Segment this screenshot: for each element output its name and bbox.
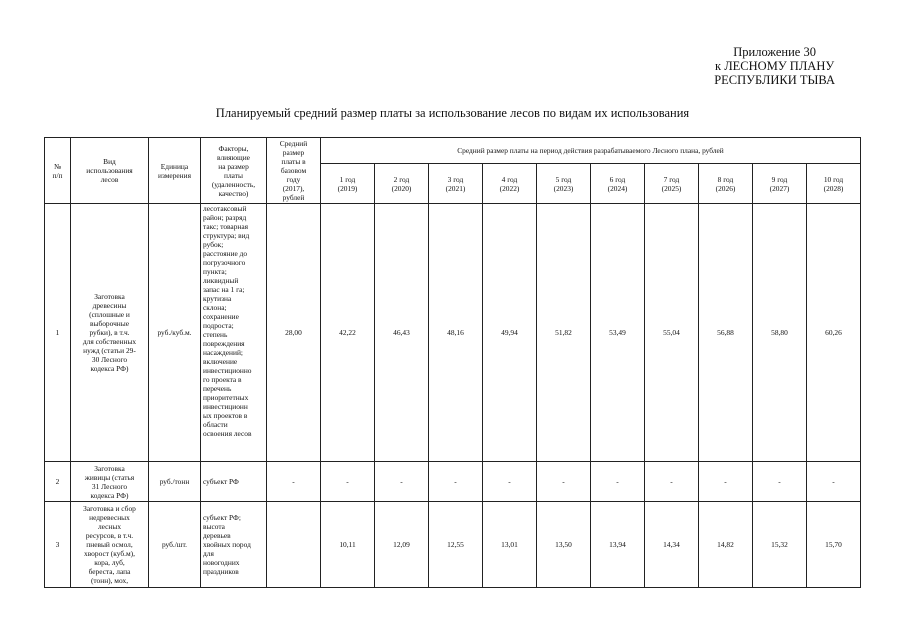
row-year-value: - — [699, 462, 753, 502]
header-year: 5 год (2023) — [537, 164, 591, 204]
table-row — [45, 204, 861, 462]
row-use-type: Заготовка живицы (статья 31 Лесного кодекса РФ) — [71, 462, 149, 502]
row-year-value: - — [645, 462, 699, 502]
row-year-value: - — [375, 462, 429, 502]
table-row — [45, 502, 861, 588]
row-unit: руб./куб.м. — [149, 204, 201, 462]
row-year-value: - — [591, 462, 645, 502]
header-base-year: Средний размер платы в базовом году (2017), рублей — [267, 138, 321, 204]
row-unit: руб./шт. — [149, 502, 201, 588]
header-factors: Факторы, влияющие на размер платы (удаленность, качество) — [201, 138, 267, 204]
row-year-value: 14,82 — [699, 502, 753, 588]
header-year: 4 год (2022) — [483, 164, 537, 204]
row-year-value: 15,70 — [807, 502, 861, 588]
table-header-row-1 — [45, 138, 861, 164]
row-year-value: 13,01 — [483, 502, 537, 588]
row-year-value: - — [807, 462, 861, 502]
appendix-line-3: РЕСПУБЛИКИ ТЫВА — [714, 73, 835, 87]
row-unit: руб./тонн — [149, 462, 201, 502]
row-year-value: 15,32 — [753, 502, 807, 588]
header-period: Средний размер платы на период действия разрабатываемого Лесного плана, рублей — [321, 138, 861, 164]
header-use-type: Вид использования лесов — [71, 138, 149, 204]
header-year: 9 год (2027) — [753, 164, 807, 204]
row-base-value: 28,00 — [267, 204, 321, 462]
row-year-value: 13,50 — [537, 502, 591, 588]
row-use-type: Заготовка и сбор недревесных лесных ресурсов, в т.ч. пневый осмол, хворост (куб.м), кора, луб, береста, лапа (тонн), мох, — [71, 502, 149, 588]
row-year-value: 48,16 — [429, 204, 483, 462]
appendix-line-1: Приложение 30 — [733, 45, 816, 59]
row-factors: субъект РФ; высота деревьев хвойных пород для новогодних праздников — [201, 502, 267, 588]
row-num: 2 — [45, 462, 71, 502]
appendix-line-2: к ЛЕСНОМУ ПЛАНУ — [715, 59, 835, 73]
appendix-header — [714, 45, 835, 87]
row-year-value: 12,09 — [375, 502, 429, 588]
header-year: 2 год (2020) — [375, 164, 429, 204]
row-year-value: - — [321, 462, 375, 502]
row-factors: субъект РФ — [201, 462, 267, 502]
row-year-value: 55,04 — [645, 204, 699, 462]
row-base-value: - — [267, 462, 321, 502]
row-year-value: 60,26 — [807, 204, 861, 462]
payment-table — [44, 137, 861, 588]
row-factors: лесотаксовый район; разряд такс; товарная структура; вид рубок; расстояние до погрузочного пункта; ликвидный запас на 1 га; крутизна склона; сохранение подроста; степень повреждения насаждений; включение инвестиционно го проекта в перечень приоритетных инвестиционн ых проектов в области освоения лесов — [201, 204, 267, 462]
row-year-value: - — [483, 462, 537, 502]
header-year: 8 год (2026) — [699, 164, 753, 204]
row-base-value — [267, 502, 321, 588]
row-year-value: 13,94 — [591, 502, 645, 588]
row-year-value: 46,43 — [375, 204, 429, 462]
row-year-value: 56,88 — [699, 204, 753, 462]
row-year-value: 53,49 — [591, 204, 645, 462]
header-year: 1 год (2019) — [321, 164, 375, 204]
row-use-type: Заготовка древесины (сплошные и выборочные рубки), в т.ч. для собственных нужд (статьи 29- 30 Лесного кодекса РФ) — [71, 204, 149, 462]
row-year-value: 14,34 — [645, 502, 699, 588]
document-title: Планируемый средний размер платы за использование лесов по видам их использования — [215, 106, 690, 120]
header-unit: Единица измерения — [149, 138, 201, 204]
row-year-value: - — [753, 462, 807, 502]
row-year-value: 12,55 — [429, 502, 483, 588]
row-num: 3 — [45, 502, 71, 588]
header-num: № п/п — [45, 138, 71, 204]
row-year-value: - — [429, 462, 483, 502]
header-year: 7 год (2025) — [645, 164, 699, 204]
row-num: 1 — [45, 204, 71, 462]
row-year-value: 10,11 — [321, 502, 375, 588]
table-row — [45, 462, 861, 502]
row-year-value: 42,22 — [321, 204, 375, 462]
header-year: 3 год (2021) — [429, 164, 483, 204]
row-year-value: - — [537, 462, 591, 502]
row-year-value: 58,80 — [753, 204, 807, 462]
header-year: 10 год (2028) — [807, 164, 861, 204]
row-year-value: 49,94 — [483, 204, 537, 462]
row-year-value: 51,82 — [537, 204, 591, 462]
header-year: 6 год (2024) — [591, 164, 645, 204]
